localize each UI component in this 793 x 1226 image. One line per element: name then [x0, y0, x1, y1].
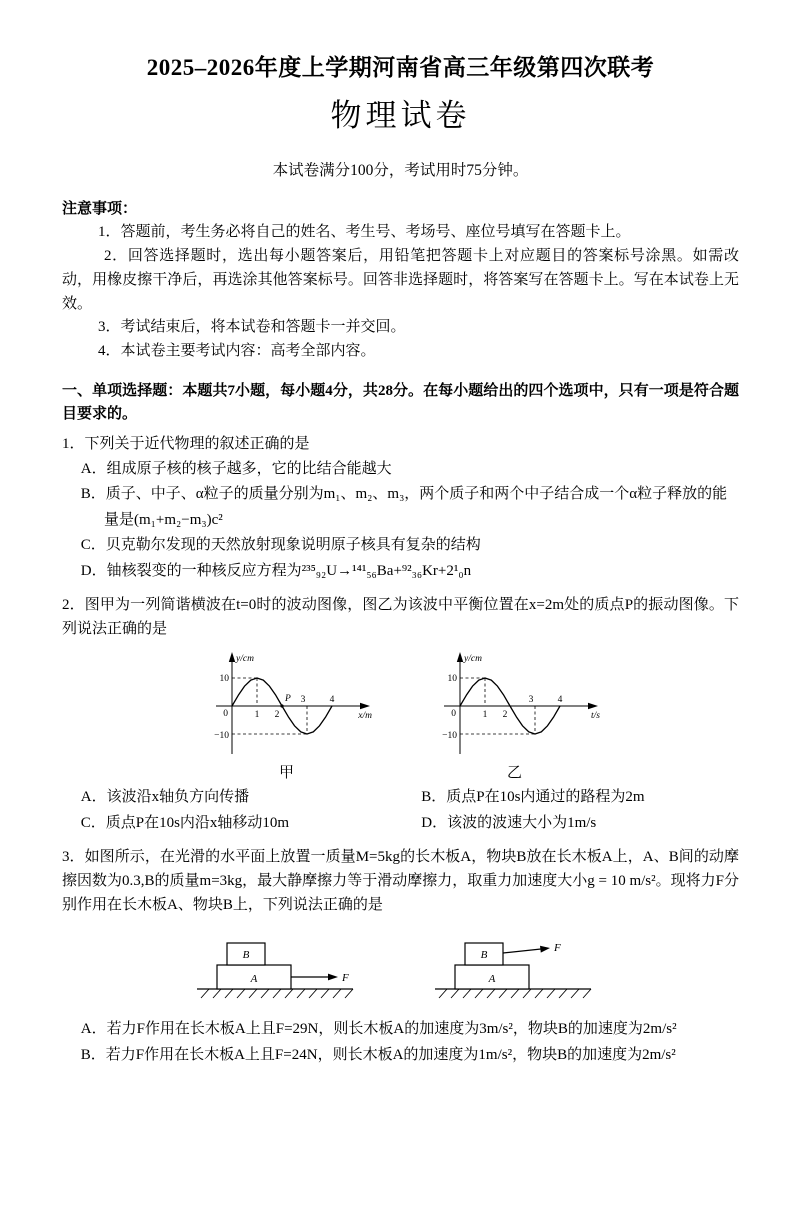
blocks-diagram-force-on-a: [191, 927, 373, 1007]
question-3-option-b: B．若力F作用在长木板A上且F=24N，则长木板A的加速度为1m/s²，物块B的加速度为2m/s²: [80, 1046, 676, 1063]
figure-jia: [198, 648, 376, 786]
point-p-dot: [280, 704, 283, 707]
figure-yi-caption: 乙: [506, 764, 522, 781]
blocks-diagram-force-on-b: [429, 927, 611, 1007]
question-3-option-a: A．若力F作用在长木板A上且F=29N，则长木板A的加速度为3m/s²，物块B的加速度为2m/s²: [80, 1021, 677, 1038]
y-min-tick: −10: [441, 730, 457, 741]
y-axis-label: y/cm: [463, 653, 482, 664]
notice-item-4: 4．本试卷主要考试内容：高考全部内容。: [98, 342, 376, 359]
question-1-stem: 1．下列关于近代物理的叙述正确的是: [62, 435, 310, 452]
plank-a-label: A: [250, 973, 257, 986]
question-2-option-c: C．质点P在10s内沿x轴移动10m: [80, 814, 290, 831]
point-p-label: P: [284, 693, 291, 704]
x-tick-4: 4: [329, 694, 334, 705]
question-2-stem: 2．图甲为一列简谐横波在t=0时的波动图像，图乙为该波中平衡位置在x=2m处的质点P的振动图像。下列说法正确的是: [62, 597, 739, 637]
y-min-tick: −10: [213, 730, 229, 741]
notice-item-2: 2．回答选择题时，选出每小题答案后，用铅笔把答题卡上对应题目的答案标号涂黑。如需改动，用橡皮擦干净后，再选涂其他答案标号。回答非选择题时，将答案写在答题卡上。写在本试卷上无效。: [62, 248, 739, 312]
t-axis-label: t/s: [590, 710, 600, 721]
question-2-option-b: B．质点P在10s内通过的路程为2m: [421, 789, 645, 806]
question-2-option-a: A．该波沿x轴负方向传播: [80, 789, 250, 806]
force-arrow: [291, 974, 338, 981]
block-b-label: B: [480, 949, 487, 962]
exam-info-line: 本试卷满分100分，考试用时75分钟。: [272, 162, 529, 180]
question-2: [62, 594, 739, 836]
y-axis-label: y/cm: [235, 653, 254, 664]
origin-label: 0: [450, 708, 456, 719]
y-max-tick: 10: [219, 673, 229, 684]
plank-a-label: A: [488, 973, 495, 986]
question-1: [62, 433, 739, 584]
question-1-option-d: D．铀核裂变的一种核反应方程为²³⁵₉₂U→¹⁴¹₅₆Ba+⁹²₃₆Kr+2¹₀n: [80, 562, 472, 579]
question-3-figures: [62, 927, 739, 1007]
force-label: F: [341, 972, 349, 985]
y-max-tick: 10: [447, 673, 457, 684]
question-2-figures: [62, 648, 739, 786]
t-tick-2: 2: [502, 709, 507, 720]
block-b-label: B: [242, 949, 249, 962]
question-2-options: [62, 785, 739, 836]
origin-label: 0: [222, 708, 228, 719]
exam-header: [62, 50, 739, 184]
question-3-stem: 3．如图所示，在光滑的水平面上放置一质量M=5kg的长木板A，物块B放在长木板A上，A、B间的动摩擦因数为0.3,B的质量m=3kg，最大静摩擦力等于滑动摩擦力，取重力加速度大小g = 10 m/s²。现将力F分别作用在长木板A、物块B上，下列说法正确的是: [62, 849, 739, 913]
question-2-option-d: D．该波的波速大小为1m/s: [421, 814, 597, 831]
t-tick-4: 4: [557, 694, 562, 705]
wave-graph-yi: [426, 648, 604, 762]
x-axis-label: x/m: [357, 710, 372, 721]
figure-jia-caption: 甲: [278, 764, 294, 781]
notices-section: [62, 198, 739, 364]
notices-heading: 注意事项：: [62, 200, 138, 217]
wave-graph-jia: [198, 648, 376, 762]
x-tick-1: 1: [254, 709, 259, 720]
question-3: [62, 846, 739, 1068]
t-tick-3: 3: [528, 694, 533, 705]
graph-yi-labels: [442, 654, 600, 741]
notice-item-1: 1．答题前，考生务必将自己的姓名、考生号、考场号、座位号填写在答题卡上。: [98, 224, 631, 241]
question-3-options: [62, 1017, 739, 1068]
question-1-option-c: C．贝克勒尔发现的天然放射现象说明原子核具有复杂的结构: [80, 537, 481, 554]
question-1-options: [62, 457, 739, 585]
exam-subject: 物理试卷: [330, 98, 471, 134]
force-label: F: [553, 942, 561, 955]
figure-yi: [426, 648, 604, 786]
x-tick-2: 2: [274, 709, 279, 720]
exam-title: 2025–2026年度上学期河南省高三年级第四次联考: [146, 55, 655, 80]
question-1-option-b: B．质子、中子、α粒子的质量分别为m₁、m₂、m₃，两个质子和两个中子结合成一个α粒子释放的能量是(m₁+m₂−m₃)c²: [80, 486, 728, 528]
question-1-option-a: A．组成原子核的核子越多，它的比结合能越大: [80, 460, 392, 477]
graph-jia-labels: [214, 654, 372, 741]
ground-hatching: [439, 989, 591, 998]
section-one-heading: 一、单项选择题：本题共7小题，每小题4分，共28分。在每小题给出的四个选项中，只有一项是符合题目要求的。: [62, 382, 739, 423]
t-tick-1: 1: [482, 709, 487, 720]
axes: [213, 652, 370, 754]
axes: [441, 652, 598, 754]
notice-item-3: 3．考试结束后，将本试卷和答题卡一并交回。: [98, 319, 406, 336]
x-tick-3: 3: [300, 694, 305, 705]
force-arrow: [503, 946, 550, 953]
ground-hatching: [201, 989, 353, 998]
